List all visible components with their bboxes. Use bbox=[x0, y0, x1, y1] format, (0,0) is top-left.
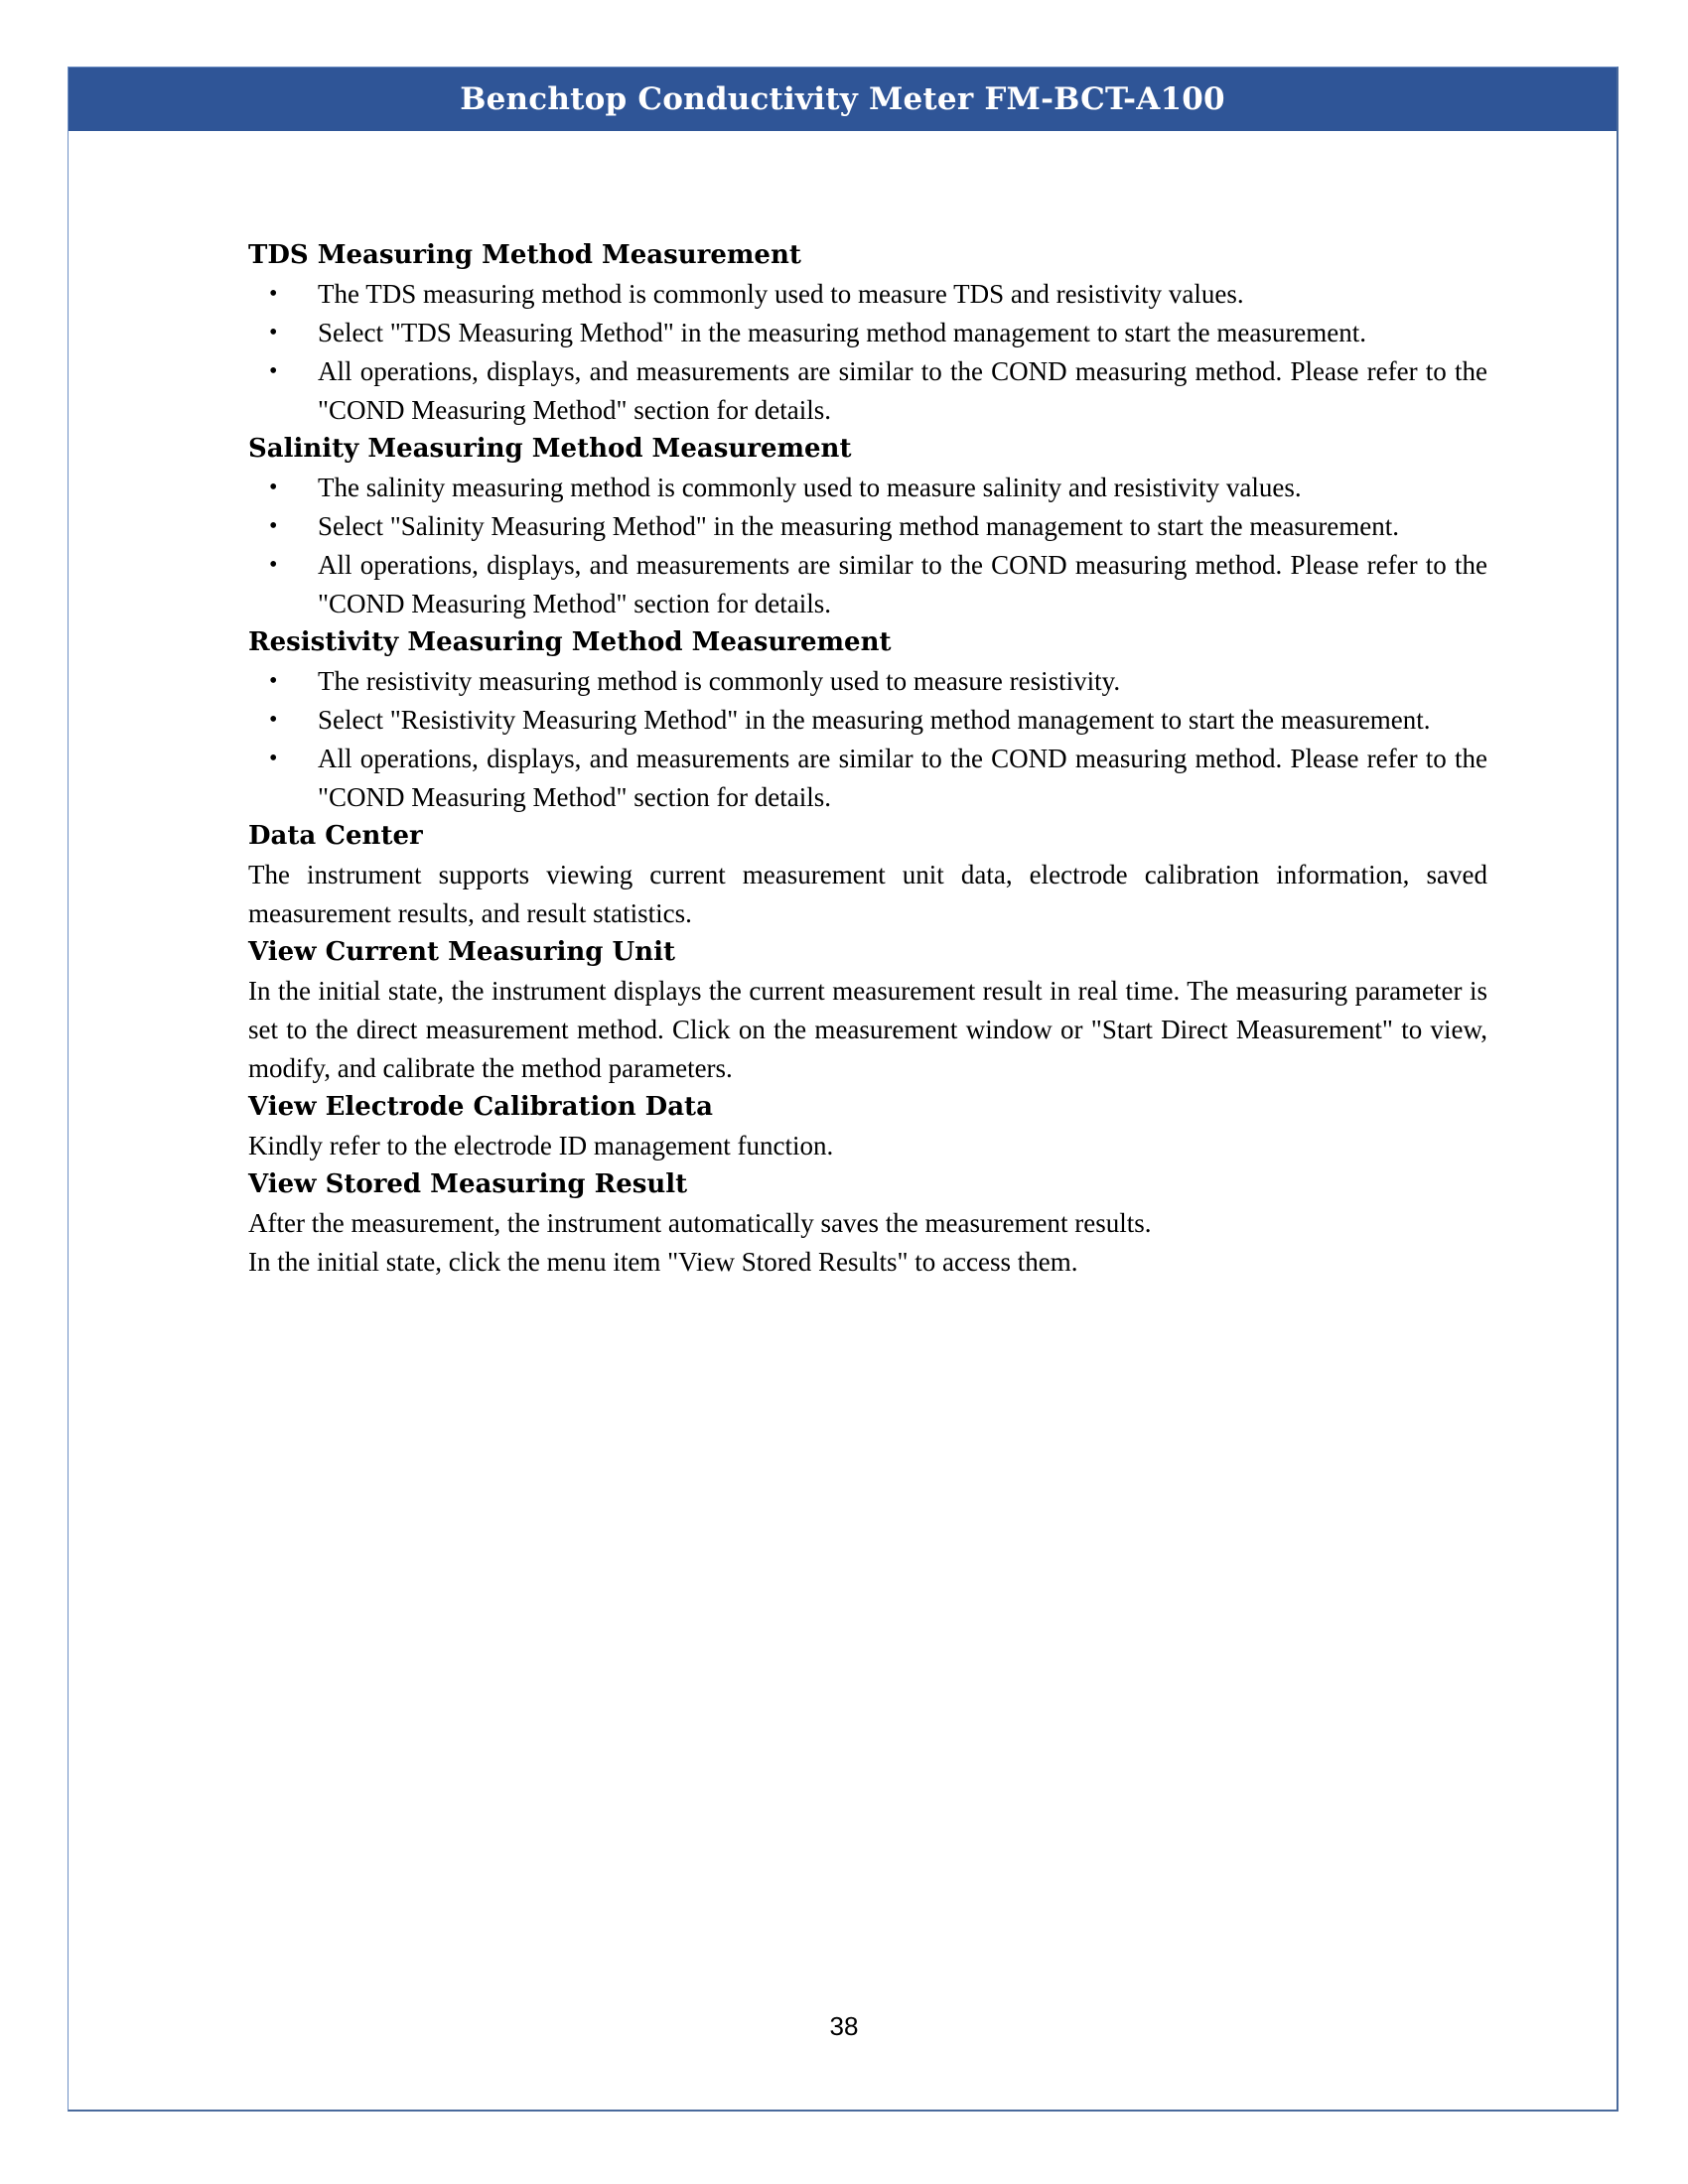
section-title-view-calibration: View Electrode Calibration Data bbox=[248, 1092, 713, 1122]
section-title-tds: TDS Measuring Method Measurement bbox=[248, 240, 801, 270]
bullet-icon: • bbox=[269, 513, 278, 539]
bullet-icon: • bbox=[269, 358, 278, 384]
bullet-icon: • bbox=[269, 746, 278, 771]
bullet-list-resistivity bbox=[248, 662, 1487, 817]
section-title-view-stored: View Stored Measuring Result bbox=[248, 1169, 688, 1199]
bullet-icon: • bbox=[269, 475, 278, 500]
section-title-data-center: Data Center bbox=[248, 821, 423, 851]
page-number: 38 bbox=[829, 2011, 859, 2041]
bullet-list-salinity bbox=[248, 469, 1487, 623]
header-bar bbox=[69, 68, 1617, 131]
list-item: • The TDS measuring method is commonly used to measure TDS and resistivity values. bbox=[248, 275, 1487, 314]
section-title-salinity: Salinity Measuring Method Measurement bbox=[248, 434, 852, 464]
paragraph-view-stored-line-2: In the initial state, click the menu item "View Stored Results" to access them. bbox=[248, 1247, 1078, 1277]
paragraph-data-center: The instrument supports viewing current measurement unit data, electrode calibration information, saved measurement results, and result statistics. bbox=[248, 860, 1487, 928]
list-item: • The resistivity measuring method is commonly used to measure resistivity. bbox=[248, 662, 1487, 701]
list-item: • Select "Salinity Measuring Method" in the measuring method management to start the measurement. bbox=[248, 507, 1487, 546]
bullet-icon: • bbox=[269, 320, 278, 345]
bullet-icon: • bbox=[269, 281, 278, 307]
document-title: Benchtop Conductivity Meter FM-BCT-A100 bbox=[460, 81, 1225, 117]
document-body bbox=[248, 236, 1487, 1282]
section-title-view-current: View Current Measuring Unit bbox=[248, 937, 675, 967]
list-item: • The salinity measuring method is commonly used to measure salinity and resistivity values. bbox=[248, 469, 1487, 507]
bullet-icon: • bbox=[269, 668, 278, 694]
list-item: • Select "Resistivity Measuring Method" in the measuring method management to start the measurement. bbox=[248, 701, 1487, 740]
list-item: • All operations, displays, and measurements are similar to the COND measuring method. Please refer to the "COND Measuring Method" section for details. bbox=[248, 352, 1487, 430]
bullet-icon: • bbox=[269, 552, 278, 578]
list-item: • All operations, displays, and measurements are similar to the COND measuring method. Please refer to the "COND Measuring Method" section for details. bbox=[248, 740, 1487, 817]
paragraph-view-current: In the initial state, the instrument displays the current measurement result in real time. The measuring parameter is set to the direct measurement method. Click on the measurement window or "Start Direct Measurement" to view, modify, and calibrate the method parameters. bbox=[248, 976, 1487, 1083]
list-item: • All operations, displays, and measurements are similar to the COND measuring method. Please refer to the "COND Measuring Method" section for details. bbox=[248, 546, 1487, 623]
paragraph-view-stored-line-1: After the measurement, the instrument automatically saves the measurement results. bbox=[248, 1208, 1152, 1238]
paragraph-view-calibration: Kindly refer to the electrode ID management function. bbox=[248, 1131, 834, 1160]
list-item: • Select "TDS Measuring Method" in the measuring method management to start the measurement. bbox=[248, 314, 1487, 352]
bullet-list-tds bbox=[248, 275, 1487, 430]
section-title-resistivity: Resistivity Measuring Method Measurement bbox=[248, 627, 892, 657]
bullet-icon: • bbox=[269, 707, 278, 733]
